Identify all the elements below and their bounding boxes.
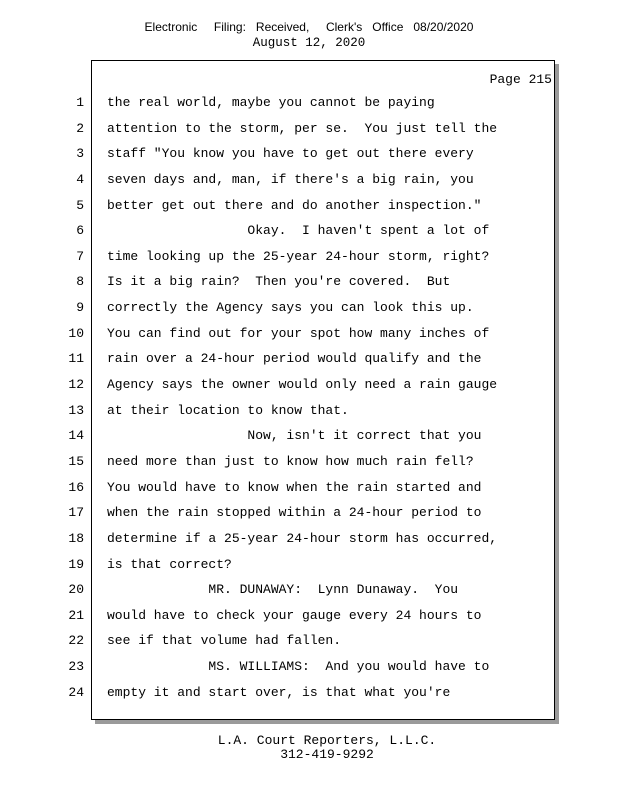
transcript-line: Now, isn't it correct that you xyxy=(107,428,482,444)
line-number: 7 xyxy=(76,248,84,264)
line-number: 14 xyxy=(68,428,84,444)
line-number: 9 xyxy=(76,300,84,316)
transcript-date: August 12, 2020 xyxy=(252,36,366,50)
line-number: 24 xyxy=(68,684,84,700)
transcript-line: determine if a 25-year 24-hour storm has occurred, xyxy=(107,530,498,546)
transcript-line: staff "You know you have to get out there every xyxy=(107,146,474,162)
transcript-line: time looking up the 25-year 24-hour storm, right? xyxy=(107,248,490,264)
line-number: 16 xyxy=(68,479,84,495)
line-number: 13 xyxy=(68,402,84,418)
line-number: 15 xyxy=(68,453,84,469)
line-number: 4 xyxy=(76,171,84,187)
line-number: 11 xyxy=(68,351,84,367)
line-number: 21 xyxy=(68,607,84,623)
transcript-line: see if that volume had fallen. xyxy=(107,633,342,649)
page-number: Page 215 xyxy=(489,72,552,87)
line-number: 17 xyxy=(68,505,84,521)
transcript-line: empty it and start over, is that what you're xyxy=(107,684,451,700)
transcript-line: at their location to know that. xyxy=(107,402,349,418)
transcript-line: better get out there and do another inspection." xyxy=(107,197,482,213)
transcript-line: seven days and, man, if there's a big rain, you xyxy=(107,171,474,187)
line-number: 5 xyxy=(76,197,84,213)
line-number: 22 xyxy=(68,633,84,649)
transcript-line: Is it a big rain? Then you're covered. But xyxy=(107,274,451,290)
reporter-company: L.A. Court Reporters, L.L.C. xyxy=(217,733,437,748)
transcript-line: correctly the Agency says you can look this up. xyxy=(107,300,474,316)
line-number: 18 xyxy=(68,530,84,546)
transcript-line: need more than just to know how much rain fell? xyxy=(107,453,474,469)
transcript-line: MS. WILLIAMS: And you would have to xyxy=(107,659,490,675)
transcript-line: would have to check your gauge every 24 hours to xyxy=(107,607,482,623)
transcript-line: Agency says the owner would only need a rain gauge xyxy=(107,377,498,393)
line-number: 12 xyxy=(68,377,84,393)
line-number: 8 xyxy=(76,274,84,290)
line-number-column xyxy=(52,94,84,709)
transcript-line: MR. DUNAWAY: Lynn Dunaway. You xyxy=(107,582,459,598)
transcript-line: You would have to know when the rain started and xyxy=(107,479,482,495)
transcript-line: when the rain stopped within a 24-hour period to xyxy=(107,505,482,521)
reporter-phone: 312-419-9292 xyxy=(280,747,374,762)
transcript-line: is that correct? xyxy=(107,556,232,572)
line-number: 3 xyxy=(76,146,84,162)
line-number: 10 xyxy=(68,325,84,341)
transcript-line: You can find out for your spot how many inches of xyxy=(107,325,490,341)
transcript-line: the real world, maybe you cannot be paying xyxy=(107,95,435,110)
line-number: 20 xyxy=(68,582,84,598)
filing-stamp: Electronic Filing: Received, Clerk's Office 08/20/2020 xyxy=(144,20,474,34)
transcript-text xyxy=(107,94,547,709)
transcript-line: attention to the storm, per se. You just tell the xyxy=(107,120,498,136)
line-number: 23 xyxy=(68,659,84,675)
line-number: 19 xyxy=(68,556,84,572)
line-number: 1 xyxy=(76,95,84,110)
transcript-line: Okay. I haven't spent a lot of xyxy=(107,223,490,239)
transcript-line: rain over a 24-hour period would qualify and the xyxy=(107,351,482,367)
line-number: 6 xyxy=(76,223,84,239)
line-number: 2 xyxy=(76,120,84,136)
